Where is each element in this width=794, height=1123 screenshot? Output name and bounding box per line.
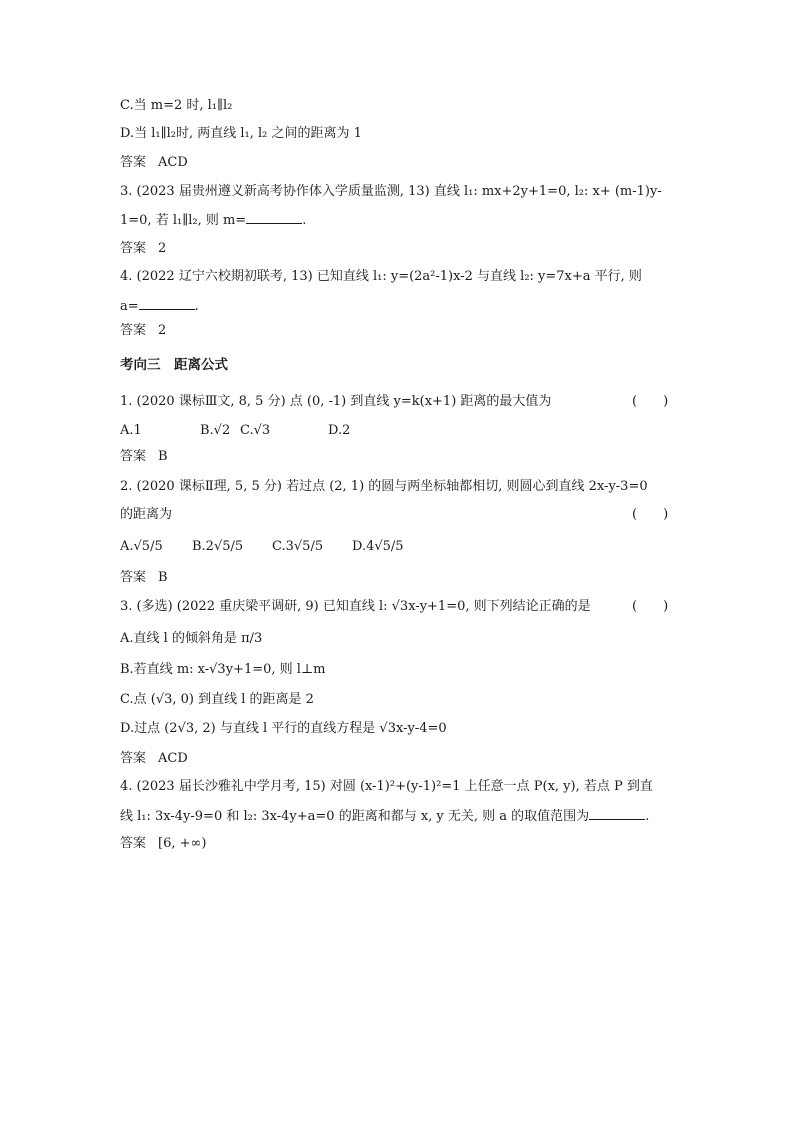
answer-value: [6, +∞) [158,836,207,851]
answer-label: 答案 [120,836,147,851]
answer-line [120,569,168,587]
section-heading: 考向三 距离公式 [120,357,228,373]
options-line [120,422,350,440]
option-b: B.2√5/5 [192,539,244,554]
option-c-line: C.点 (√3, 0) 到直线 l 的距离是 2 [120,692,314,707]
option-a: A.√5/5 [120,539,163,554]
answer-label: 答案 [120,323,147,338]
question-3-line-2: 1=0, 若 l₁∥l₂, 则 m= . [120,213,307,228]
option-a-line: A.直线 l 的倾斜角是 π/3 [120,631,263,646]
answer-bracket: ( ) [632,394,669,409]
answer-value: B [158,449,168,464]
option-b: B.√2 [200,423,231,438]
answer-label: 答案 [120,155,147,170]
question-4-line-2: 线 l₁: 3x-4y-9=0 和 l₂: 3x-4y+a=0 的距离和都与 x, y 无关, 则 a 的取值范围为 . [120,809,650,824]
question-3-line-1: 3. (2023 届贵州遵义新高考协作体入学质量监测, 13) 直线 l₁: mx+2y+1=0, l₂: x+ (m-1)y- [120,184,662,199]
answer-value: 2 [158,323,167,338]
question-2-line-1: 2. (2020 课标Ⅱ理, 5, 5 分) 若过点 (2, 1) 的圆与两坐标轴都相切, 则圆心到直线 2x-y-3=0 [120,479,648,494]
answer-value: ACD [158,155,188,170]
answer-blank [589,807,645,820]
answer-label: 答案 [120,241,147,256]
answer-line [120,240,166,258]
answer-line [120,154,188,172]
question-2-line-2: 的距离为 [120,507,173,522]
answer-bracket: ( ) [632,599,669,614]
answer-line [120,322,166,340]
question-4-line-1: 4. (2023 届长沙雅礼中学月考, 15) 对圆 (x-1)²+(y-1)²=1 上任意一点 P(x, y), 若点 P 到直 [120,779,653,794]
question-4-line-1: 4. (2022 辽宁六校期初联考, 13) 已知直线 l₁: y=(2a²-1)x-2 与直线 l₂: y=7x+a 平行, 则 [120,269,642,284]
answer-line [120,750,188,768]
options-line [120,538,404,556]
answer-label: 答案 [120,570,147,585]
answer-label: 答案 [120,449,147,464]
answer-value: B [158,570,168,585]
question-3-line: 3. (多选) (2022 重庆梁平调研, 9) 已知直线 l: √3x-y+1=0, 则下列结论正确的是 [120,599,591,614]
option-c-line: C.当 m=2 时, l₁∥l₂ [120,98,233,113]
option-d-line: D.当 l₁∥l₂时, 两直线 l₁, l₂ 之间的距离为 1 [120,126,362,141]
answer-line [120,835,206,853]
answer-blank [246,211,302,224]
answer-value: 2 [158,241,167,256]
answer-line [120,448,168,466]
option-c: C.3√5/5 [272,539,324,554]
option-d: D.4√5/5 [352,539,404,554]
option-b-line: B.若直线 m: x-√3y+1=0, 则 l⊥m [120,662,326,677]
option-d: D.2 [328,423,351,438]
option-a: A.1 [120,423,142,438]
answer-value: ACD [158,751,188,766]
question-4-line-2: a= . [120,299,199,314]
answer-bracket: ( ) [632,507,669,522]
option-c: C.√3 [240,423,271,438]
answer-label: 答案 [120,751,147,766]
answer-blank [139,297,195,310]
option-d-line: D.过点 (2√3, 2) 与直线 l 平行的直线方程是 √3x-y-4=0 [120,721,447,736]
question-1-line: 1. (2020 课标Ⅲ文, 8, 5 分) 点 (0, -1) 到直线 y=k(x+1) 距离的最大值为 [120,394,552,409]
